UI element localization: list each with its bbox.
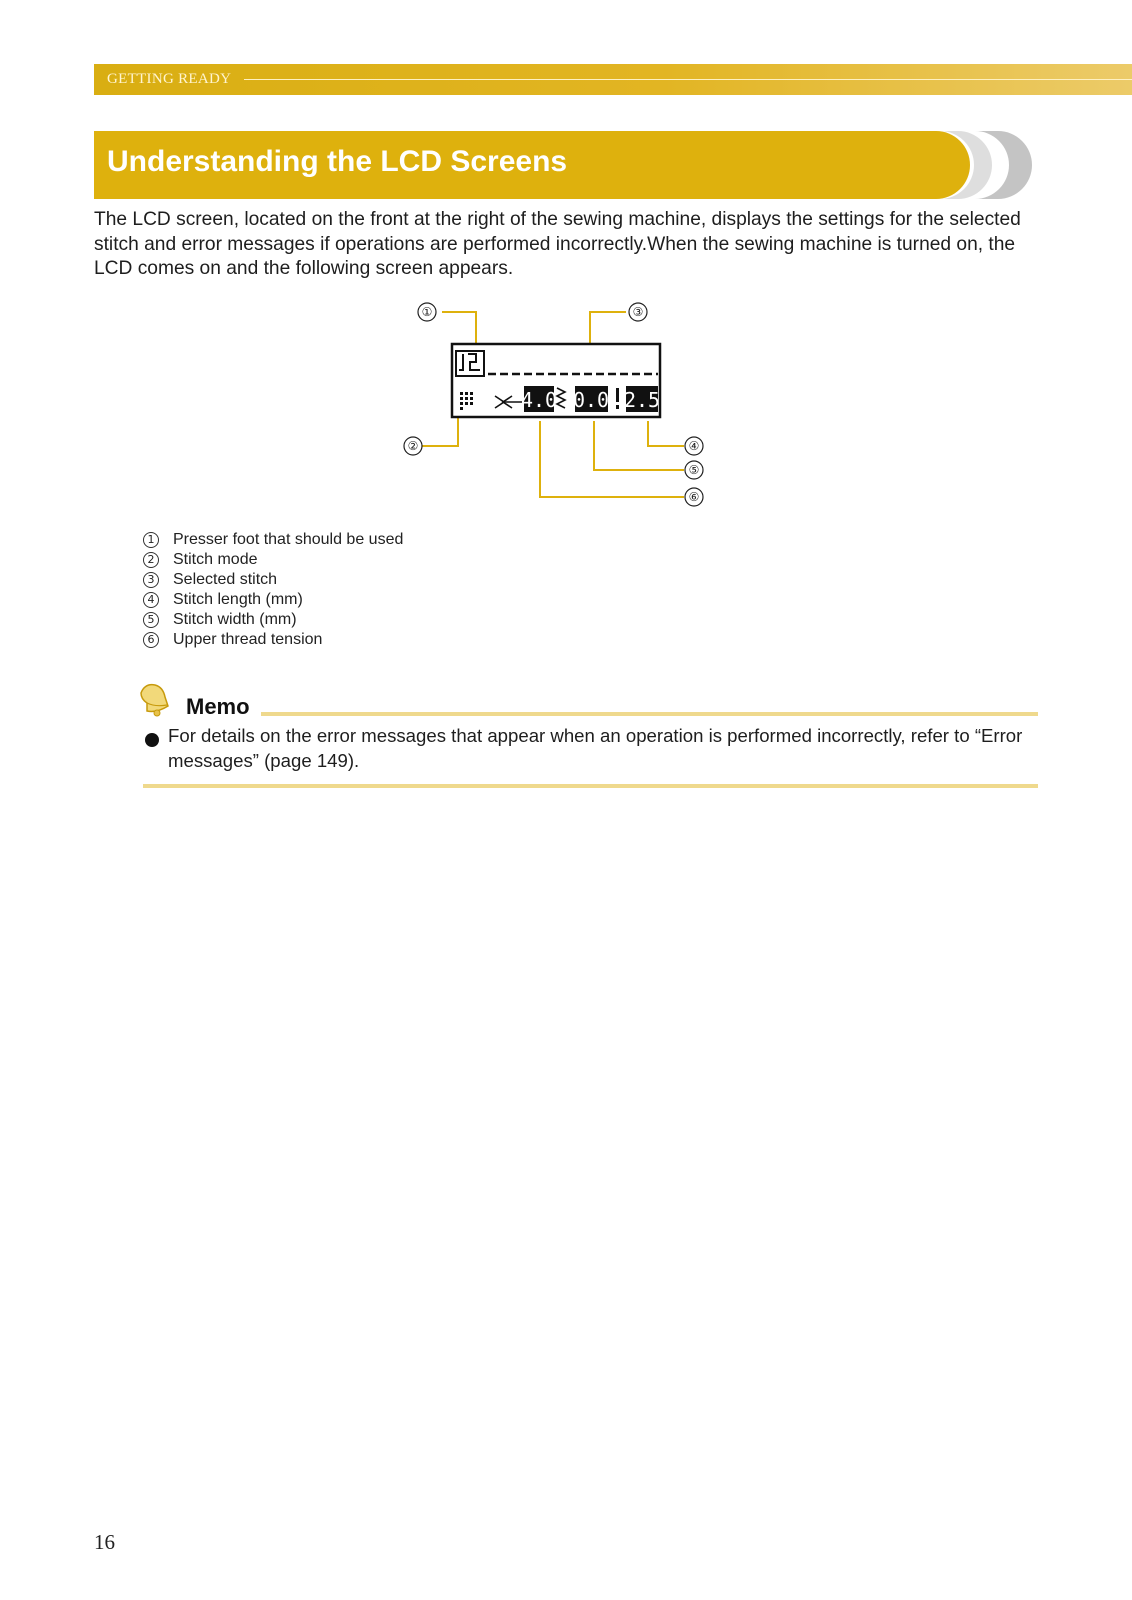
legend-number: 4: [143, 592, 159, 608]
legend-item: [143, 530, 403, 550]
legend-number: 5: [143, 612, 159, 628]
callout-3: ③: [632, 305, 644, 319]
legend-number: 1: [143, 532, 159, 548]
legend-label: Upper thread tension: [173, 631, 323, 648]
section-label: GETTING READY: [107, 71, 232, 87]
lcd-width-value: 0.0: [572, 388, 610, 412]
legend-label: Presser foot that should be used: [173, 531, 404, 548]
legend: [143, 530, 403, 650]
callout-6: ⑥: [688, 490, 700, 504]
legend-label: Stitch width (mm): [173, 611, 297, 628]
title-decoration-icon: [940, 131, 1040, 199]
legend-number: 3: [143, 572, 159, 588]
legend-item: [143, 550, 403, 570]
callout-2: ②: [407, 439, 419, 453]
legend-item: [143, 610, 403, 630]
intro-paragraph: The LCD screen, located on the front at the right of the sewing machine, displays the settings for the selected stitch and error messages if operations are performed incorrectly.When the sewing machine is turned on, the LCD comes on and the following screen appears.: [94, 209, 1021, 279]
page-number: 16: [94, 1530, 115, 1554]
callout-4: ④: [688, 439, 700, 453]
memo-title: Memo: [186, 694, 250, 719]
legend-label: Stitch mode: [173, 551, 258, 568]
bullet-icon: [145, 733, 159, 747]
lcd-tension-value: 2.5: [623, 388, 661, 412]
memo-bell-icon: [135, 679, 175, 719]
lcd-length-value: 4.0: [520, 388, 558, 412]
memo-top-rule: [261, 712, 1038, 716]
callout-1: ①: [421, 305, 433, 319]
legend-item: [143, 590, 403, 610]
page-title: Understanding the LCD Screens: [107, 145, 568, 178]
legend-number: 6: [143, 632, 159, 648]
lcd-diagram: [400, 300, 740, 530]
legend-item: [143, 630, 403, 650]
legend-item: [143, 570, 403, 590]
legend-label: Stitch length (mm): [173, 591, 303, 608]
legend-label: Selected stitch: [173, 571, 278, 588]
memo-text: For details on the error messages that appear when an operation is performed incorrectly, refer to “Error messages” (page 149).: [168, 725, 1023, 771]
callout-5: ⑤: [688, 463, 700, 477]
memo-bottom-rule: [143, 784, 1038, 788]
legend-number: 2: [143, 552, 159, 568]
header-rule: [244, 79, 1132, 80]
stitch-length-icon: [616, 388, 619, 409]
